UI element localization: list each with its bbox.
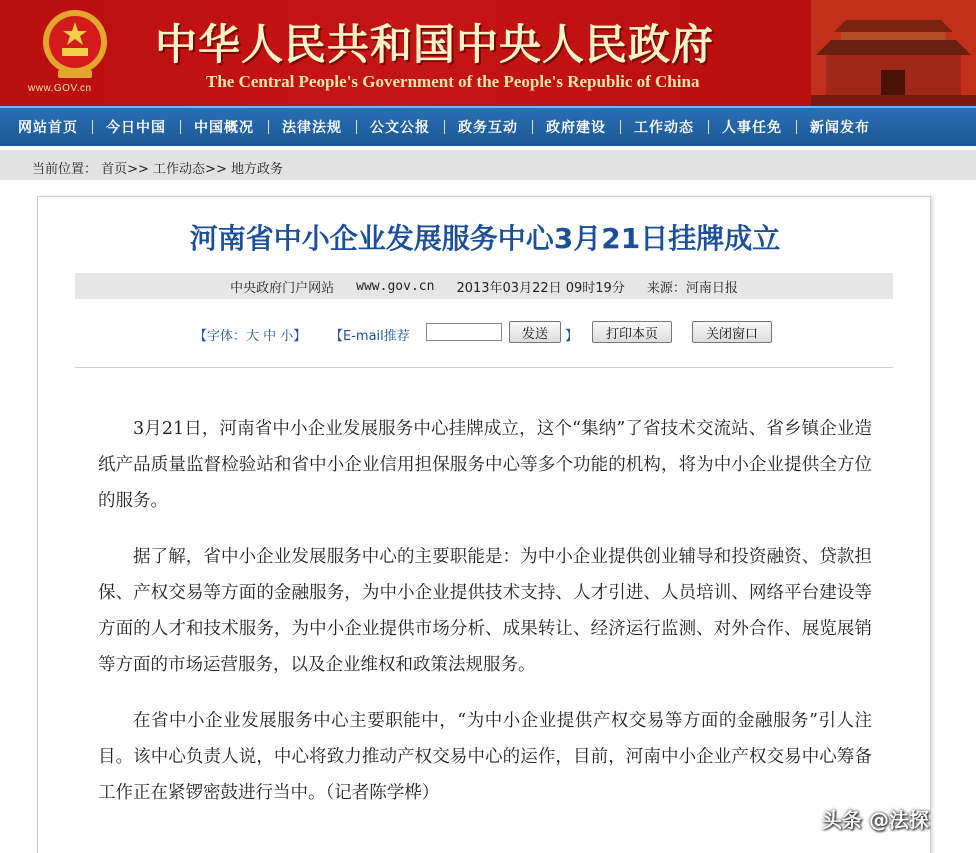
close-window-button[interactable]: 关闭窗口 xyxy=(692,321,772,343)
print-button[interactable]: 打印本页 xyxy=(592,321,672,343)
nav-item-gov-building[interactable]: 政府建设 xyxy=(532,117,620,137)
divider xyxy=(75,367,893,368)
tiananmen-gate-icon xyxy=(811,0,976,106)
watermark: 头条 @法探 xyxy=(822,808,929,832)
national-emblem-icon xyxy=(40,8,110,80)
font-size-selector[interactable]: 【字体：大 中 小】 xyxy=(194,329,307,344)
article-paragraph: 在省中小企业发展服务中心主要职能中，“为中小企业提供产权交易等方面的金融服务”引人注目。该中心负责人说，中心将致力推动产权交易中心的运作，目前，河南中小企业产权交易中心筹备工作正在紧锣密鼓进行当中。（记者陈学桦） xyxy=(98,711,872,803)
send-button[interactable]: 发送 xyxy=(509,321,561,343)
article-container xyxy=(37,196,931,853)
article-meta xyxy=(75,273,893,299)
main-nav xyxy=(0,106,976,146)
meta-source: 来源：河南日报 xyxy=(646,280,738,296)
meta-url: www.gov.cn xyxy=(356,278,435,294)
site-banner xyxy=(0,0,976,106)
site-url-label: www.GOV.cn xyxy=(28,83,92,94)
article-body xyxy=(98,411,872,831)
article-paragraph: 据了解，省中小企业发展服务中心的主要职能是：为中小企业提供创业辅导和投资融资、贷款担保、产权交易等方面的金融服务，为中小企业提供技术支持、人才引进、人员培训、网络平台建设等方面的人才和技术服务，为中小企业提供市场分析、成果转让、经济运行监测、对外合作、展览展销等方面的市场运营服务，以及企业维权和政策法规服务。 xyxy=(98,547,872,675)
meta-site: 中央政府门户网站 xyxy=(230,280,335,296)
banner-title: 中华人民共和国中央人民政府 xyxy=(155,20,715,69)
article-title: 河南省中小企业发展服务中心3月21日挂牌成立 xyxy=(189,222,781,255)
nav-item-today-china[interactable]: 今日中国 xyxy=(92,117,180,137)
meta-datetime: 2013年03月22日 09时19分 xyxy=(456,280,625,296)
banner-subtitle: The Central People's Government of the People's Republic of China xyxy=(206,72,700,91)
nav-item-laws[interactable]: 法律法规 xyxy=(268,117,356,137)
nav-item-documents[interactable]: 公文公报 xyxy=(356,117,444,137)
article-paragraph: 3月21日，河南省中小企业发展服务中心挂牌成立，这个“集纳”了省技术交流站、省乡镇企业造纸产品质量监督检验站和省中小企业信用担保服务中心等多个功能的机构，将为中小企业提供全方位的服务。 xyxy=(98,419,872,511)
nav-item-press[interactable]: 新闻发布 xyxy=(796,117,884,137)
email-close-bracket: 】 xyxy=(565,329,579,344)
nav-item-china-overview[interactable]: 中国概况 xyxy=(180,117,268,137)
article-tools xyxy=(38,319,932,345)
email-input[interactable] xyxy=(426,323,502,341)
nav-item-work-news[interactable]: 工作动态 xyxy=(620,117,708,137)
nav-item-appointments[interactable]: 人事任免 xyxy=(708,117,796,137)
nav-item-home[interactable]: 网站首页 xyxy=(18,120,78,136)
nav-item-interaction[interactable]: 政务互动 xyxy=(444,117,532,137)
breadcrumb[interactable]: 当前位置： 首页>> 工作动态>> 地方政务 xyxy=(0,150,976,180)
email-recommend-label: 【E-mail推荐 xyxy=(330,329,410,344)
